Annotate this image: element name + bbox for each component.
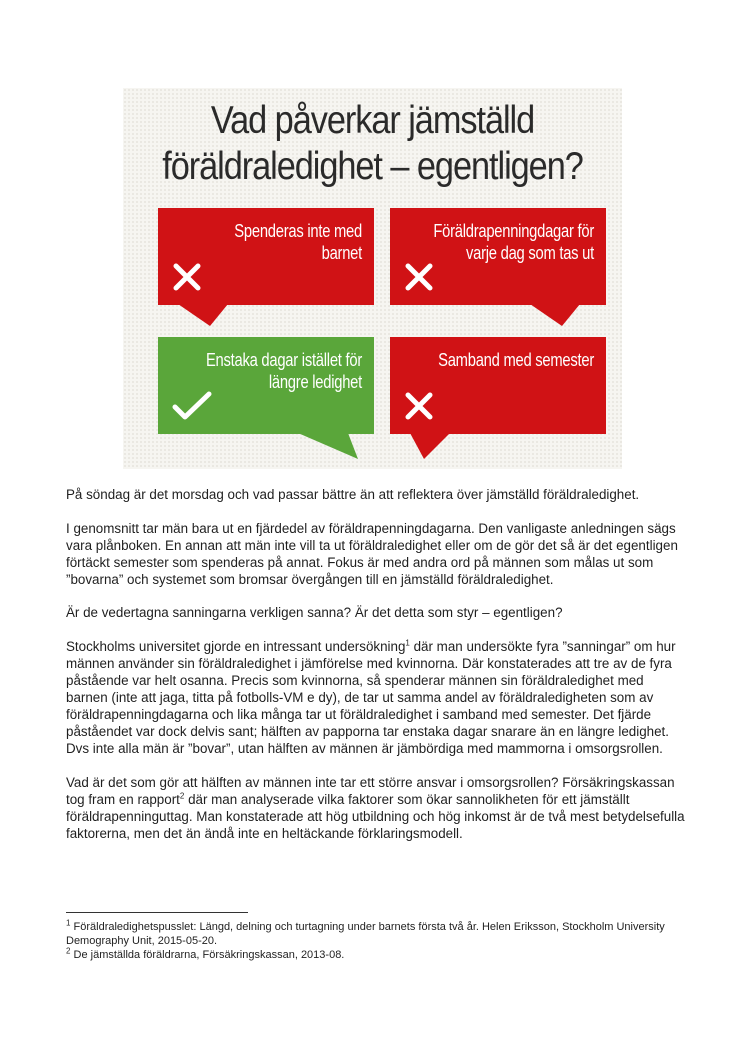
body-paragraph-1: På söndag är det morsdag och vad passar bättre än att reflektera över jämställd föräldraledighet.: [66, 487, 640, 502]
infographic: [123, 88, 622, 469]
body-paragraph-3: Är de vedertagna sanningarna verkligen sanna? Är det detta som styr – egentligen?: [66, 605, 563, 620]
body-paragraph-2: I genomsnitt tar män bara ut en fjärdedel av föräldrapenningdagarna. Den vanligaste anledningen sägs vara plånboken. En annan att män inte vill ta ut föräldraledighet eller om de gör det så är det egentligen förtäckt semester som spenderas på annat. Fokus är med andra ord på männen som målas ut som ”bovarna” och systemet som bromsar övergången till en jämställd föräldraledighet.: [66, 521, 678, 587]
bubble-label: Samband med semester: [438, 350, 594, 370]
infographic-title: Vad påverkar jämställd föräldraledighet – egentligen?: [162, 99, 583, 188]
body-paragraph-4: Stockholms universitet gjorde en intressant undersökning$^1$ där man undersökte fyra ”sanningar” om hur männen använder sin föräldraledighet i jämförelse med kvinnorna. Där konstaterades att tre av de fyra påstående var helt osanna. Precis som kvinnorna, så spenderar männen sin föräldraledighet med barnen (inte att jaga, titta på fotbolls-VM e dy), de tar ut samma andel av föräldraledigheten som av föräldrapenningdagarna och lika många tar ut föräldraledighet i samband med semester. Det fjärde påståendet var dock delvis sant; hälften av papporna tar enstaka dagar snarare än en längre ledighet. Dvs inte alla män är ”bovar”, utan hälften av männen är jämbördiga med mammorna i omsorgsrollen.: [66, 638, 676, 756]
speech-bubble-3: [158, 337, 374, 434]
footnote-ref: 1: [405, 638, 410, 648]
footnotes: [66, 920, 688, 962]
bubble-label: Enstaka dagar istället för längre ledighet: [205, 350, 362, 392]
body-paragraph-5: Vad är det som gör att hälften av männen inte tar ett större ansvar i omsorgsrollen? Försäkringskassan tog fram en rapport$^2$ där man analyserade vilka faktorer som ökar sannolikheten för ett jämställt föräldrapenninguttag. Man konstaterade att hög utbildning och hög inkomst är de två mest betydelsefulla faktorerna, men det än ändå inte en heltäckande förklaringsmodell.: [66, 775, 685, 841]
cross-icon: [172, 262, 202, 292]
footnote-2: $^2$ De jämställda föräldrarna, Försäkringskassan, 2013-08.: [66, 946, 345, 961]
footnote-divider: [66, 912, 248, 913]
cross-icon: [404, 262, 434, 292]
bubble-label: Föräldrapenningdagar för varje dag som tas ut: [433, 221, 594, 263]
bubble-label: Spenderas inte med barnet: [234, 221, 362, 263]
checkmark-icon: [172, 391, 212, 421]
speech-bubble-1: [158, 208, 374, 305]
footnote-1: $^1$ Föräldraledighetspusslet: Längd, delning och turtagning under barnets första två år. Helen Eriksson, Stockholm University Demography Unit, 2015-05-20.: [66, 918, 665, 947]
speech-bubble-2: [390, 208, 606, 305]
footnote-ref: 2: [179, 791, 185, 801]
speech-bubble-4: [390, 337, 606, 434]
cross-icon: [404, 391, 434, 421]
